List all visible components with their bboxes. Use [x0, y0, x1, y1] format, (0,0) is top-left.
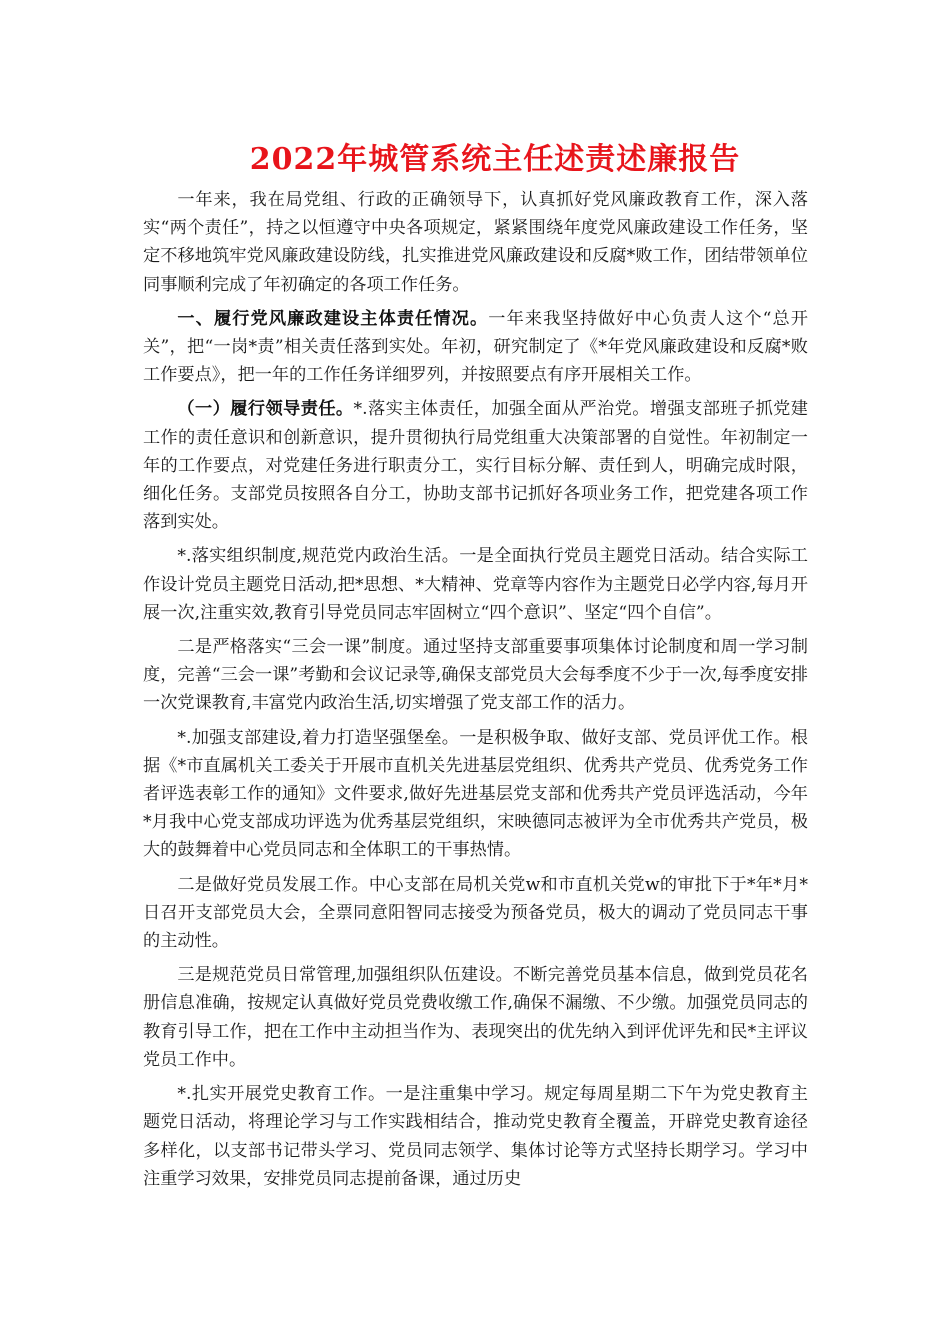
paragraph	[143, 305, 808, 390]
paragraph-text: *.落实组织制度,规范党内政治生活。一是全面执行党员主题党日活动。结合实际工作设计党员主题党日活动,把*思想、*大精神、党章等内容作为主题党日必学内容,每月开展一次,注重实效,教育引导党员同志牢固树立“四个意识”、坚定“四个自信”。	[143, 546, 808, 623]
document-body	[143, 186, 808, 1199]
paragraph	[143, 186, 808, 299]
paragraph-text: 一年来，我在局党组、行政的正确领导下，认真抓好党风廉政教育工作，深入落实“两个责任”，持之以恒遵守中央各项规定，紧紧围绕年度党风廉政建设工作任务，坚定不移地筑牢党风廉政建设防线，扎实推进党风廉政建设和反腐*败工作，团结带领单位同事顺利完成了年初确定的各项工作任务。	[143, 190, 808, 295]
paragraph	[143, 961, 808, 1074]
paragraph	[143, 633, 808, 718]
section-heading: 一、履行党风廉政建设主体责任情况。	[177, 308, 489, 329]
paragraph	[143, 395, 808, 536]
paragraph	[143, 1080, 808, 1193]
paragraph	[143, 871, 808, 956]
paragraph-text: *.扎实开展党史教育工作。一是注重集中学习。规定每周星期二下午为党史教育主题党日活动，将理论学习与工作实践相结合，推动党史教育全覆盖，开辟党史教育途径多样化，以支部书记带头学习、党员同志领学、集体讨论等方式坚持长期学习。学习中注重学习效果，安排党员同志提前备课，通过历史	[143, 1084, 808, 1189]
paragraph-text: 三是规范党员日常管理,加强组织队伍建设。不断完善党员基本信息，做到党员花名册信息准确，按规定认真做好党员党费收缴工作,确保不漏缴、不少缴。加强党员同志的教育引导工作，把在工作中主动担当作为、表现突出的优先纳入到评优评先和民*主评议党员工作中。	[143, 965, 808, 1070]
document-title: 2022年城管系统主任述责述廉报告	[249, 142, 741, 177]
paragraph	[143, 542, 808, 627]
paragraph-text: *.加强支部建设,着力打造坚强堡垒。一是积极争取、做好支部、党员评优工作。根据《*市直属机关工委关于开展市直机关先进基层党组织、优秀共产党员、优秀党务工作者评选表彰工作的通知》文件要求,做好先进基层党支部和优秀共产党员评选活动，今年*月我中心党支部成功评选为优秀基层党组织，宋映德同志被评为全市优秀共产党员，极大的鼓舞着中心党员同志和全体职工的干事热情。	[143, 727, 808, 861]
paragraph-text: 二是做好党员发展工作。中心支部在局机关党w和市直机关党w的审批下于*年*月*日召开支部党员大会，全票同意阳智同志接受为预备党员，极大的调动了党员同志干事的主动性。	[143, 874, 808, 952]
paragraph-text: 二是严格落实“三会一课”制度。通过坚持支部重要事项集体讨论制度和周一学习制度，完善“三会一课”考勤和会议记录等,确保支部党员大会每季度不少于一次,每季度安排一次党课教育,丰富党内政治生活,切实增强了党支部工作的活力。	[143, 637, 808, 714]
paragraph-text: *.落实主体责任，加强全面从严治党。增强支部班子抓党建工作的责任意识和创新意识，提升贯彻执行局党组重大决策部署的自觉性。年初制定一年的工作要点，对党建任务进行职责分工，实行目标分解、责任到人，明确完成时限，细化任务。支部党员按照各自分工，协助支部书记抓好各项业务工作，把党建各项工作落到实处。	[143, 399, 808, 533]
paragraph-text: 一年来我坚持做好中心负责人这个“总开关”，把“一岗*责”相关责任落到实处。年初，研究制定了《*年党风廉政建设和反腐*败工作要点》，把一年的工作任务详细罗列，并按照要点有序开展相关工作。	[143, 308, 808, 386]
subsection-heading: （一）履行领导责任。	[177, 399, 354, 420]
paragraph	[143, 724, 808, 865]
